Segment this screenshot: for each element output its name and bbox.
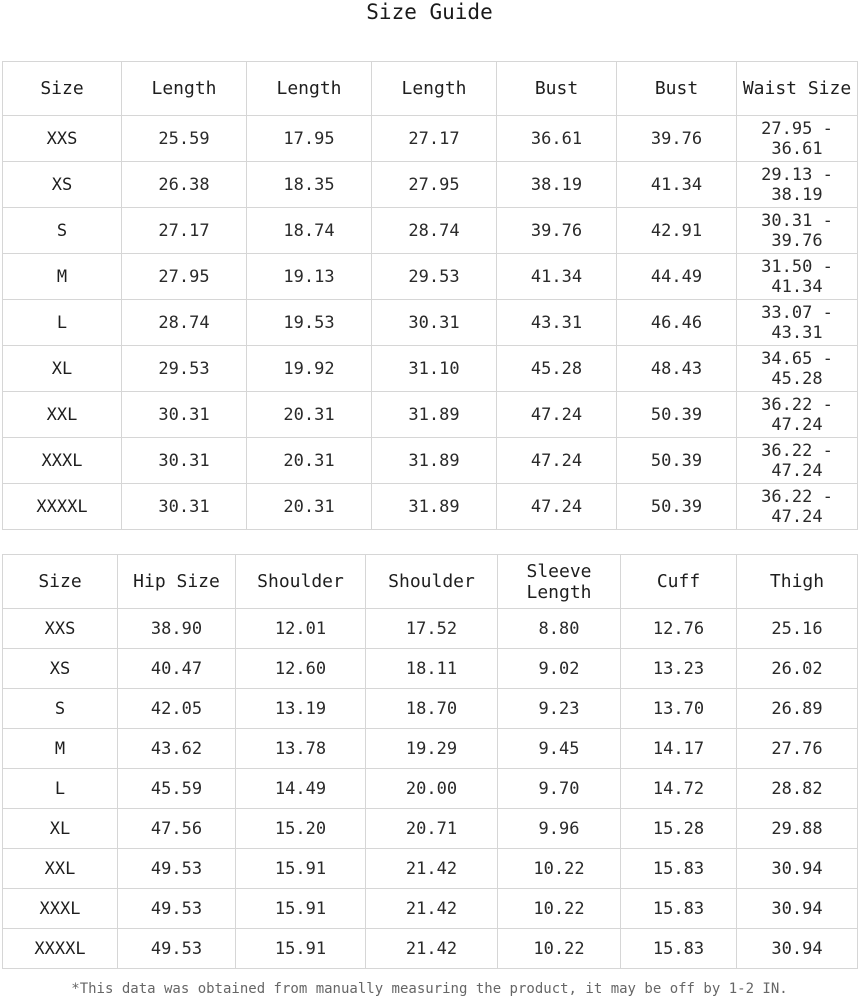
measurement-cell: 17.95	[247, 116, 372, 162]
measurement-cell: 28.74	[372, 208, 497, 254]
measurement-cell: 29.53	[372, 254, 497, 300]
measurement-cell: 31.89	[372, 392, 497, 438]
table-row	[3, 769, 858, 809]
size-label-cell: M	[3, 254, 122, 300]
table-row	[3, 689, 858, 729]
measurement-cell: 47.24	[497, 438, 617, 484]
measurement-cell: 14.72	[621, 769, 737, 809]
measurement-cell: 20.31	[247, 438, 372, 484]
measurement-cell: 20.71	[366, 809, 498, 849]
measurement-cell: 15.83	[621, 889, 737, 929]
measurement-cell: 18.35	[247, 162, 372, 208]
measurement-cell: 42.05	[118, 689, 236, 729]
measurement-cell: 9.70	[498, 769, 621, 809]
table-row	[3, 484, 858, 530]
measurement-cell: 34.65 - 45.28	[737, 346, 858, 392]
measurement-cell: 14.17	[621, 729, 737, 769]
measurement-cell: 13.19	[236, 689, 366, 729]
measurement-cell: 27.95	[122, 254, 247, 300]
column-header: Shoulder	[236, 555, 366, 609]
measurement-cell: 20.31	[247, 392, 372, 438]
measurement-cell: 28.74	[122, 300, 247, 346]
size-label-cell: XXS	[3, 609, 118, 649]
column-header: Length	[247, 62, 372, 116]
table-row	[3, 116, 858, 162]
measurement-cell: 20.00	[366, 769, 498, 809]
size-label-cell: XXXL	[3, 438, 122, 484]
column-header: Size	[3, 62, 122, 116]
measurement-cell: 45.59	[118, 769, 236, 809]
measurement-cell: 19.92	[247, 346, 372, 392]
measurement-cell: 31.89	[372, 438, 497, 484]
measurement-cell: 12.01	[236, 609, 366, 649]
measurement-cell: 31.50 - 41.34	[737, 254, 858, 300]
measurement-cell: 21.42	[366, 889, 498, 929]
measurement-cell: 15.91	[236, 889, 366, 929]
measurement-cell: 47.24	[497, 392, 617, 438]
header-row	[3, 555, 858, 609]
measurement-cell: 15.83	[621, 929, 737, 969]
measurement-cell: 46.46	[617, 300, 737, 346]
measurement-cell: 38.90	[118, 609, 236, 649]
measurement-cell: 39.76	[617, 116, 737, 162]
header-row	[3, 62, 858, 116]
measurement-cell: 10.22	[498, 889, 621, 929]
measurement-cell: 21.42	[366, 849, 498, 889]
measurement-cell: 33.07 - 43.31	[737, 300, 858, 346]
measurement-cell: 14.49	[236, 769, 366, 809]
measurement-cell: 31.10	[372, 346, 497, 392]
size-label-cell: S	[3, 208, 122, 254]
column-header: Bust	[617, 62, 737, 116]
measurement-cell: 30.31	[122, 484, 247, 530]
table-row	[3, 649, 858, 689]
measurement-cell: 50.39	[617, 392, 737, 438]
table-row	[3, 254, 858, 300]
measurement-cell: 9.02	[498, 649, 621, 689]
measurement-cell: 19.53	[247, 300, 372, 346]
measurement-cell: 9.96	[498, 809, 621, 849]
table-row	[3, 929, 858, 969]
column-header: Size	[3, 555, 118, 609]
size-label-cell: XXS	[3, 116, 122, 162]
measurement-cell: 36.22 - 47.24	[737, 392, 858, 438]
table-row	[3, 809, 858, 849]
measurement-cell: 20.31	[247, 484, 372, 530]
measurement-cell: 47.56	[118, 809, 236, 849]
measurement-cell: 27.17	[372, 116, 497, 162]
measurement-cell: 50.39	[617, 484, 737, 530]
measurement-cell: 40.47	[118, 649, 236, 689]
measurement-cell: 48.43	[617, 346, 737, 392]
measurement-cell: 26.38	[122, 162, 247, 208]
measurement-cell: 12.60	[236, 649, 366, 689]
column-header: Cuff	[621, 555, 737, 609]
size-label-cell: XL	[3, 346, 122, 392]
measurement-cell: 21.42	[366, 929, 498, 969]
measurement-cell: 38.19	[497, 162, 617, 208]
measurement-cell: 36.61	[497, 116, 617, 162]
table-row	[3, 208, 858, 254]
measurement-cell: 49.53	[118, 929, 236, 969]
table-row	[3, 300, 858, 346]
page-title: Size Guide	[366, 0, 493, 24]
measurement-cell: 30.31	[122, 438, 247, 484]
measurement-cell: 43.31	[497, 300, 617, 346]
measurement-cell: 19.29	[366, 729, 498, 769]
measurement-cell: 13.70	[621, 689, 737, 729]
column-header: Length	[122, 62, 247, 116]
size-label-cell: XXXXL	[3, 929, 118, 969]
measurement-cell: 27.76	[737, 729, 858, 769]
measurement-cell: 10.22	[498, 849, 621, 889]
size-table-lower	[2, 554, 858, 969]
table-row	[3, 729, 858, 769]
measurement-cell: 39.76	[497, 208, 617, 254]
measurement-cell: 29.88	[737, 809, 858, 849]
size-table-upper	[2, 61, 858, 530]
measurement-cell: 41.34	[497, 254, 617, 300]
size-label-cell: L	[3, 300, 122, 346]
measurement-cell: 13.23	[621, 649, 737, 689]
table-row	[3, 346, 858, 392]
measurement-cell: 28.82	[737, 769, 858, 809]
size-label-cell: S	[3, 689, 118, 729]
measurement-cell: 41.34	[617, 162, 737, 208]
size-label-cell: L	[3, 769, 118, 809]
measurement-cell: 15.28	[621, 809, 737, 849]
measurement-cell: 15.20	[236, 809, 366, 849]
column-header: Sleeve Length	[498, 555, 621, 609]
size-label-cell: XXXXL	[3, 484, 122, 530]
size-label-cell: XXL	[3, 392, 122, 438]
measurement-cell: 18.74	[247, 208, 372, 254]
measurement-cell: 9.45	[498, 729, 621, 769]
measurement-cell: 49.53	[118, 889, 236, 929]
table-row	[3, 849, 858, 889]
column-header: Hip Size	[118, 555, 236, 609]
column-header: Waist Size	[737, 62, 858, 116]
measurement-cell: 27.95	[372, 162, 497, 208]
measurement-cell: 30.94	[737, 929, 858, 969]
table-row	[3, 609, 858, 649]
measurement-cell: 50.39	[617, 438, 737, 484]
measurement-cell: 29.53	[122, 346, 247, 392]
measurement-cell: 15.83	[621, 849, 737, 889]
size-label-cell: XXL	[3, 849, 118, 889]
measurement-cell: 36.22 - 47.24	[737, 438, 858, 484]
measurement-cell: 42.91	[617, 208, 737, 254]
table-row	[3, 162, 858, 208]
measurement-cell: 9.23	[498, 689, 621, 729]
measurement-cell: 15.91	[236, 929, 366, 969]
measurement-cell: 29.13 - 38.19	[737, 162, 858, 208]
measurement-cell: 27.17	[122, 208, 247, 254]
table-row	[3, 889, 858, 929]
column-header: Bust	[497, 62, 617, 116]
measurement-cell: 47.24	[497, 484, 617, 530]
measurement-cell: 19.13	[247, 254, 372, 300]
measurement-cell: 8.80	[498, 609, 621, 649]
measurement-cell: 45.28	[497, 346, 617, 392]
measurement-cell: 30.94	[737, 849, 858, 889]
size-label-cell: M	[3, 729, 118, 769]
measurement-cell: 30.31	[372, 300, 497, 346]
measurement-cell: 26.02	[737, 649, 858, 689]
measurement-cell: 12.76	[621, 609, 737, 649]
measurement-cell: 25.16	[737, 609, 858, 649]
measurement-cell: 10.22	[498, 929, 621, 969]
measurement-cell: 43.62	[118, 729, 236, 769]
measurement-cell: 17.52	[366, 609, 498, 649]
size-label-cell: XXXL	[3, 889, 118, 929]
measurement-cell: 18.70	[366, 689, 498, 729]
column-header: Shoulder	[366, 555, 498, 609]
column-header: Length	[372, 62, 497, 116]
measurement-cell: 26.89	[737, 689, 858, 729]
measurement-cell: 30.31	[122, 392, 247, 438]
footnote: *This data was obtained from manually measuring the product, it may be off by 1-2 IN.	[71, 981, 788, 997]
column-header: Thigh	[737, 555, 858, 609]
measurement-cell: 31.89	[372, 484, 497, 530]
measurement-cell: 36.22 - 47.24	[737, 484, 858, 530]
table-row	[3, 438, 858, 484]
size-label-cell: XL	[3, 809, 118, 849]
measurement-cell: 49.53	[118, 849, 236, 889]
measurement-cell: 44.49	[617, 254, 737, 300]
measurement-cell: 30.94	[737, 889, 858, 929]
table-row	[3, 392, 858, 438]
measurement-cell: 30.31 - 39.76	[737, 208, 858, 254]
measurement-cell: 18.11	[366, 649, 498, 689]
size-label-cell: XS	[3, 162, 122, 208]
measurement-cell: 15.91	[236, 849, 366, 889]
measurement-cell: 25.59	[122, 116, 247, 162]
size-label-cell: XS	[3, 649, 118, 689]
measurement-cell: 13.78	[236, 729, 366, 769]
measurement-cell: 27.95 - 36.61	[737, 116, 858, 162]
